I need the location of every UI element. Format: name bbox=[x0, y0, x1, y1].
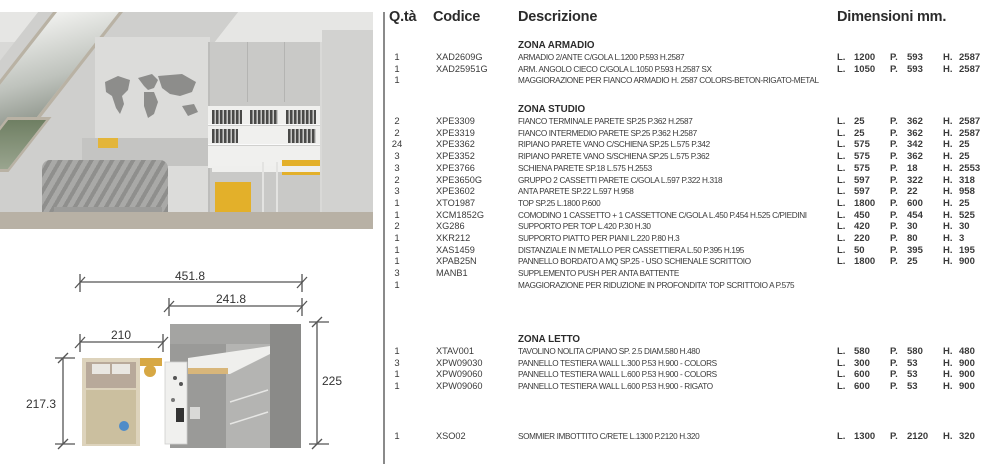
code-cell: XPAB25N bbox=[436, 256, 477, 267]
description-cell: FIANCO INTERMEDIO PARETE SP.25 P.362 H.2587 bbox=[518, 128, 697, 138]
table-row bbox=[385, 175, 1000, 186]
code-cell: XPE3319 bbox=[436, 127, 475, 138]
dim-wardrobe-width: 241.8 bbox=[216, 292, 247, 306]
table-row bbox=[385, 245, 1000, 256]
qty-cell: 2 bbox=[394, 127, 400, 139]
table-row bbox=[385, 233, 1000, 244]
description-cell: SUPPORTO PIATTO PER PIANI L.220 P.80 H.3 bbox=[518, 234, 680, 243]
table-row bbox=[385, 128, 1000, 139]
description-cell: SUPPLEMENTO PUSH PER ANTA BATTENTE bbox=[518, 269, 679, 279]
dim-p-label: P. bbox=[890, 233, 898, 244]
floor bbox=[0, 212, 373, 229]
dim-h-label: H. bbox=[943, 357, 953, 369]
qty-cell: 24 bbox=[391, 139, 403, 151]
door-line bbox=[284, 42, 285, 102]
dim-p-label: P. bbox=[890, 151, 898, 163]
code-cell: XPE3766 bbox=[436, 162, 475, 173]
dim-l-value: 1800 bbox=[854, 256, 876, 268]
dim-l-label: L. bbox=[837, 197, 846, 209]
dim-h-value: 525 bbox=[959, 209, 975, 221]
dim-p-label: P. bbox=[890, 162, 898, 174]
dim-h-value: 2587 bbox=[959, 127, 981, 139]
header-descrizione: Descrizione bbox=[518, 9, 598, 25]
header-codice: Codice bbox=[433, 9, 481, 25]
qty-cell: 1 bbox=[394, 63, 400, 75]
dim-h-label: H. bbox=[943, 52, 953, 63]
dim-h-label: H. bbox=[943, 221, 953, 233]
code-cell: MANB1 bbox=[436, 268, 468, 279]
table-row bbox=[385, 431, 1000, 442]
table-row bbox=[385, 268, 1000, 279]
dim-p-label: P. bbox=[890, 244, 898, 256]
qty-cell: 1 bbox=[394, 279, 400, 291]
dim-p-value: 53 bbox=[907, 357, 918, 369]
code-cell: XPE3309 bbox=[436, 116, 475, 126]
dim-l-label: L. bbox=[837, 221, 846, 233]
description-cell: PANNELLO TESTIERA WALL L.600 P.53 H.900 - COLORS bbox=[518, 370, 717, 380]
door-line bbox=[247, 42, 248, 102]
code-cell: XAD25951G bbox=[436, 63, 488, 74]
table-row bbox=[385, 358, 1000, 369]
dim-p-value: 593 bbox=[907, 52, 923, 63]
description-cell: RIPIANO PARETE VANO S/SCHIENA SP.25 L.575 P.362 bbox=[518, 152, 710, 162]
dim-p-label: P. bbox=[890, 174, 898, 186]
dim-h-value: 320 bbox=[959, 431, 975, 442]
qty-cell: 1 bbox=[394, 244, 400, 256]
header-qta: Q.tà bbox=[389, 9, 417, 25]
dim-l-value: 220 bbox=[854, 233, 870, 244]
description-cell: MAGGIORAZIONE PER RIDUZIONE IN PROFONDITA' TOP SCRITTOIO A P.575 bbox=[518, 280, 795, 290]
dim-h-value: 900 bbox=[959, 381, 975, 393]
world-map-decal bbox=[100, 70, 205, 130]
table-row bbox=[385, 280, 1000, 291]
table-row bbox=[385, 210, 1000, 221]
table-row bbox=[385, 256, 1000, 267]
dim-l-label: L. bbox=[837, 233, 846, 244]
qty-cell: 1 bbox=[394, 346, 400, 357]
dim-total-width: 451.8 bbox=[175, 269, 206, 283]
code-cell: XPW09060 bbox=[436, 381, 483, 392]
dim-h-value: 3 bbox=[959, 233, 965, 244]
qty-cell: 3 bbox=[394, 268, 400, 280]
qty-cell: 2 bbox=[394, 221, 400, 233]
table-row bbox=[385, 186, 1000, 197]
dim-h-value: 2553 bbox=[959, 162, 981, 174]
dim-l-value: 1300 bbox=[854, 431, 876, 442]
dim-p-value: 342 bbox=[907, 139, 923, 151]
qty-cell: 3 bbox=[394, 151, 400, 163]
dim-h-label: H. bbox=[943, 139, 953, 151]
dim-l-label: L. bbox=[837, 431, 846, 442]
qty-cell: 1 bbox=[394, 233, 400, 244]
table-row bbox=[385, 381, 1000, 392]
dim-p-label: P. bbox=[890, 357, 898, 369]
dim-h-value: 900 bbox=[959, 357, 975, 369]
dim-h-label: H. bbox=[943, 197, 953, 209]
dim-h-value: 195 bbox=[959, 244, 975, 256]
header-dimensioni: Dimensioni mm. bbox=[837, 9, 947, 25]
table-row bbox=[385, 198, 1000, 209]
dim-l-label: L. bbox=[837, 52, 846, 63]
dim-p-label: P. bbox=[890, 116, 898, 127]
dim-l-value: 1200 bbox=[854, 52, 876, 63]
table-row bbox=[385, 151, 1000, 162]
table-row bbox=[385, 221, 1000, 232]
dim-l-label: L. bbox=[837, 151, 846, 163]
description-cell: COMODINO 1 CASSETTO + 1 CASSETTONE C/GOLA L.450 P.454 H.525 C/PIEDINI bbox=[518, 210, 807, 220]
floor-plan-drawing bbox=[0, 262, 375, 469]
description-cell: PANNELLO TESTIERA WALL L.300 P.53 H.900 - COLORS bbox=[518, 358, 717, 368]
dim-h-label: H. bbox=[943, 244, 953, 256]
dim-h-value: 480 bbox=[959, 346, 975, 357]
dim-l-value: 25 bbox=[854, 116, 865, 127]
books bbox=[250, 110, 278, 124]
code-cell: XKR212 bbox=[436, 233, 471, 243]
dim-p-value: 30 bbox=[907, 221, 918, 233]
qty-cell: 1 bbox=[394, 52, 400, 63]
description-cell: DISTANZIALE IN METALLO PER CASSETTIERA L.50 P.395 H.195 bbox=[518, 245, 745, 255]
dim-l-label: L. bbox=[837, 63, 846, 75]
dim-p-label: P. bbox=[890, 63, 898, 75]
code-cell: XPE3650G bbox=[436, 174, 482, 185]
dim-l-label: L. bbox=[837, 209, 846, 221]
qty-cell: 3 bbox=[394, 162, 400, 174]
code-cell: XPW09060 bbox=[436, 369, 483, 380]
zone-title: ZONA ARMADIO bbox=[518, 40, 595, 51]
headboard-accent bbox=[98, 138, 118, 148]
table-row bbox=[385, 346, 1000, 357]
books bbox=[288, 129, 316, 143]
dim-h-label: H. bbox=[943, 233, 953, 244]
dim-l-value: 25 bbox=[854, 127, 865, 139]
description-cell: FIANCO TERMINALE PARETE SP.25 P.362 H.2587 bbox=[518, 117, 693, 126]
dim-l-value: 575 bbox=[854, 162, 870, 174]
shelf bbox=[208, 124, 320, 126]
dim-p-value: 322 bbox=[907, 174, 923, 186]
dim-h-value: 958 bbox=[959, 186, 975, 198]
dim-h-value: 318 bbox=[959, 174, 975, 186]
dim-p-label: P. bbox=[890, 256, 898, 268]
shelf bbox=[208, 144, 320, 146]
qty-cell: 2 bbox=[394, 174, 400, 186]
dim-p-label: P. bbox=[890, 381, 898, 393]
dim-l-label: L. bbox=[837, 116, 846, 127]
dim-p-label: P. bbox=[890, 209, 898, 221]
dim-h-value: 25 bbox=[959, 151, 970, 163]
dim-h-label: H. bbox=[943, 346, 953, 357]
dim-l-label: L. bbox=[837, 127, 846, 139]
dim-l-value: 1050 bbox=[854, 63, 876, 75]
dim-wardrobe-depth: 225 bbox=[322, 374, 343, 388]
description-cell: TOP SP.25 L.1800 P.600 bbox=[518, 198, 601, 208]
dim-l-value: 50 bbox=[854, 244, 865, 256]
dim-p-value: 362 bbox=[907, 127, 923, 139]
description-cell: ARM. ANGOLO CIECO C/GOLA L.1050 P.593 H.2587 SX bbox=[518, 64, 712, 74]
dim-h-value: 25 bbox=[959, 139, 970, 151]
dim-p-label: P. bbox=[890, 127, 898, 139]
qty-cell: 1 bbox=[394, 369, 400, 381]
dim-l-value: 575 bbox=[854, 151, 870, 163]
description-cell: SUPPORTO PER TOP L.420 P.30 H.30 bbox=[518, 222, 651, 232]
description-cell: ANTA PARETE SP.22 L.597 H.958 bbox=[518, 187, 634, 197]
dim-h-label: H. bbox=[943, 186, 953, 198]
dim-h-label: H. bbox=[943, 116, 953, 127]
description-cell: MAGGIORAZIONE PER FIANCO ARMADIO H. 2587 COLORS-BETON-RIGATO-METAL bbox=[518, 76, 819, 86]
code-cell: XG286 bbox=[436, 221, 465, 232]
side-wardrobe bbox=[322, 30, 373, 229]
description-cell: SOMMIER IMBOTTITO C/RETE L.1300 P.2120 H.320 bbox=[518, 432, 700, 441]
dim-h-label: H. bbox=[943, 63, 953, 75]
zone-title: ZONA LETTO bbox=[518, 334, 581, 345]
qty-cell: 2 bbox=[394, 116, 400, 127]
dim-h-value: 2587 bbox=[959, 63, 981, 75]
dim-l-value: 450 bbox=[854, 209, 870, 221]
code-cell: XPW09030 bbox=[436, 357, 483, 368]
dim-h-label: H. bbox=[943, 151, 953, 163]
dim-l-label: L. bbox=[837, 162, 846, 174]
qty-cell: 1 bbox=[394, 197, 400, 209]
dim-h-label: H. bbox=[943, 256, 953, 268]
description-cell: ARMADIO 2/ANTE C/GOLA L.1200 P.593 H.2587 bbox=[518, 53, 685, 62]
table-row bbox=[385, 52, 1000, 63]
dim-l-value: 597 bbox=[854, 186, 870, 198]
qty-cell: 1 bbox=[394, 75, 400, 87]
books bbox=[286, 110, 316, 124]
dim-p-label: P. bbox=[890, 197, 898, 209]
dim-bed-zone-width: 210 bbox=[111, 328, 132, 342]
dim-h-value: 900 bbox=[959, 369, 975, 381]
dim-h-label: H. bbox=[943, 174, 953, 186]
description-cell: TAVOLINO NOLITA C/PIANO SP. 2.5 DIAM.580 H.480 bbox=[518, 347, 700, 356]
code-cell: XTO1987 bbox=[436, 197, 476, 208]
qty-cell: 3 bbox=[394, 357, 400, 369]
dim-p-value: 22 bbox=[907, 186, 918, 198]
dim-p-label: P. bbox=[890, 431, 898, 442]
dim-l-value: 420 bbox=[854, 221, 870, 233]
dim-h-label: H. bbox=[943, 209, 953, 221]
dim-l-value: 600 bbox=[854, 381, 870, 393]
dim-l-value: 597 bbox=[854, 174, 870, 186]
dim-l-value: 1800 bbox=[854, 197, 876, 209]
room-photo bbox=[0, 12, 373, 229]
dim-l-label: L. bbox=[837, 256, 846, 268]
qty-cell: 1 bbox=[394, 431, 400, 442]
dim-p-label: P. bbox=[890, 221, 898, 233]
dim-l-value: 575 bbox=[854, 139, 870, 151]
dim-h-label: H. bbox=[943, 431, 953, 442]
dim-p-label: P. bbox=[890, 186, 898, 198]
dim-p-value: 362 bbox=[907, 116, 923, 127]
table-row bbox=[385, 116, 1000, 127]
dim-p-value: 25 bbox=[907, 256, 918, 268]
dim-l-label: L. bbox=[837, 186, 846, 198]
description-cell: SCHIENA PARETE SP.18 L.575 H.2553 bbox=[518, 163, 652, 173]
dim-h-value: 2587 bbox=[959, 52, 981, 63]
bookshelf bbox=[208, 106, 320, 168]
dim-bed-depth: 217.3 bbox=[26, 397, 57, 411]
books bbox=[212, 110, 242, 124]
dim-h-value: 2587 bbox=[959, 116, 981, 127]
qty-cell: 1 bbox=[394, 256, 400, 268]
table-row bbox=[385, 163, 1000, 174]
code-cell: XTAV001 bbox=[436, 346, 474, 356]
dim-h-label: H. bbox=[943, 381, 953, 393]
dim-l-value: 580 bbox=[854, 346, 870, 357]
table-row bbox=[385, 75, 1000, 86]
dim-p-value: 53 bbox=[907, 381, 918, 393]
dim-h-value: 900 bbox=[959, 256, 975, 268]
dim-p-label: P. bbox=[890, 139, 898, 151]
table-row bbox=[385, 139, 1000, 150]
dim-l-label: L. bbox=[837, 381, 846, 393]
dim-l-label: L. bbox=[837, 346, 846, 357]
dim-l-label: L. bbox=[837, 139, 846, 151]
qty-cell: 1 bbox=[394, 381, 400, 393]
dim-p-label: P. bbox=[890, 369, 898, 381]
dim-h-value: 25 bbox=[959, 197, 970, 209]
dim-l-label: L. bbox=[837, 357, 846, 369]
dim-p-value: 593 bbox=[907, 63, 923, 75]
table-row bbox=[385, 64, 1000, 75]
code-cell: XAS1459 bbox=[436, 244, 475, 255]
dim-p-value: 600 bbox=[907, 197, 923, 209]
dim-l-label: L. bbox=[837, 369, 846, 381]
description-cell: PANNELLO TESTIERA WALL L.600 P.53 H.900 - RIGATO bbox=[518, 382, 713, 392]
zone-title: ZONA STUDIO bbox=[518, 104, 586, 115]
floor-plan bbox=[0, 262, 375, 469]
dim-p-value: 80 bbox=[907, 233, 918, 244]
code-cell: XCM1852G bbox=[436, 209, 485, 220]
dim-h-value: 30 bbox=[959, 221, 970, 233]
dim-p-label: P. bbox=[890, 52, 898, 63]
code-cell: XAD2609G bbox=[436, 52, 483, 62]
parts-list-table bbox=[385, 0, 1000, 469]
qty-cell: 3 bbox=[394, 186, 400, 198]
desk-chair bbox=[262, 162, 278, 212]
dim-p-value: 395 bbox=[907, 244, 923, 256]
dim-l-label: L. bbox=[837, 244, 846, 256]
description-cell: PANNELLO BORDATO A MQ SP.25 - USO SCHIENALE SCRITTOIO bbox=[518, 257, 751, 267]
code-cell: XPE3362 bbox=[436, 139, 475, 150]
dim-p-value: 580 bbox=[907, 346, 923, 357]
dim-p-value: 53 bbox=[907, 369, 918, 381]
qty-cell: 1 bbox=[394, 209, 400, 221]
code-cell: XSO02 bbox=[436, 431, 466, 441]
code-cell: XPE3352 bbox=[436, 151, 475, 162]
dim-l-value: 600 bbox=[854, 369, 870, 381]
dim-h-label: H. bbox=[943, 369, 953, 381]
dim-l-value: 300 bbox=[854, 357, 870, 369]
dim-h-label: H. bbox=[943, 162, 953, 174]
dim-p-value: 454 bbox=[907, 209, 923, 221]
description-cell: RIPIANO PARETE VANO C/SCHIENA SP.25 L.575 P.342 bbox=[518, 140, 710, 150]
dim-p-value: 2120 bbox=[907, 431, 929, 442]
dim-h-label: H. bbox=[943, 127, 953, 139]
description-cell: GRUPPO 2 CASSETTI PARETE C/GOLA L.597 P.322 H.318 bbox=[518, 175, 723, 185]
dim-p-value: 362 bbox=[907, 151, 923, 163]
dim-l-label: L. bbox=[837, 174, 846, 186]
code-cell: XPE3602 bbox=[436, 186, 475, 197]
dim-p-label: P. bbox=[890, 346, 898, 357]
dim-p-value: 18 bbox=[907, 162, 918, 174]
table-row bbox=[385, 369, 1000, 380]
books bbox=[212, 129, 238, 143]
